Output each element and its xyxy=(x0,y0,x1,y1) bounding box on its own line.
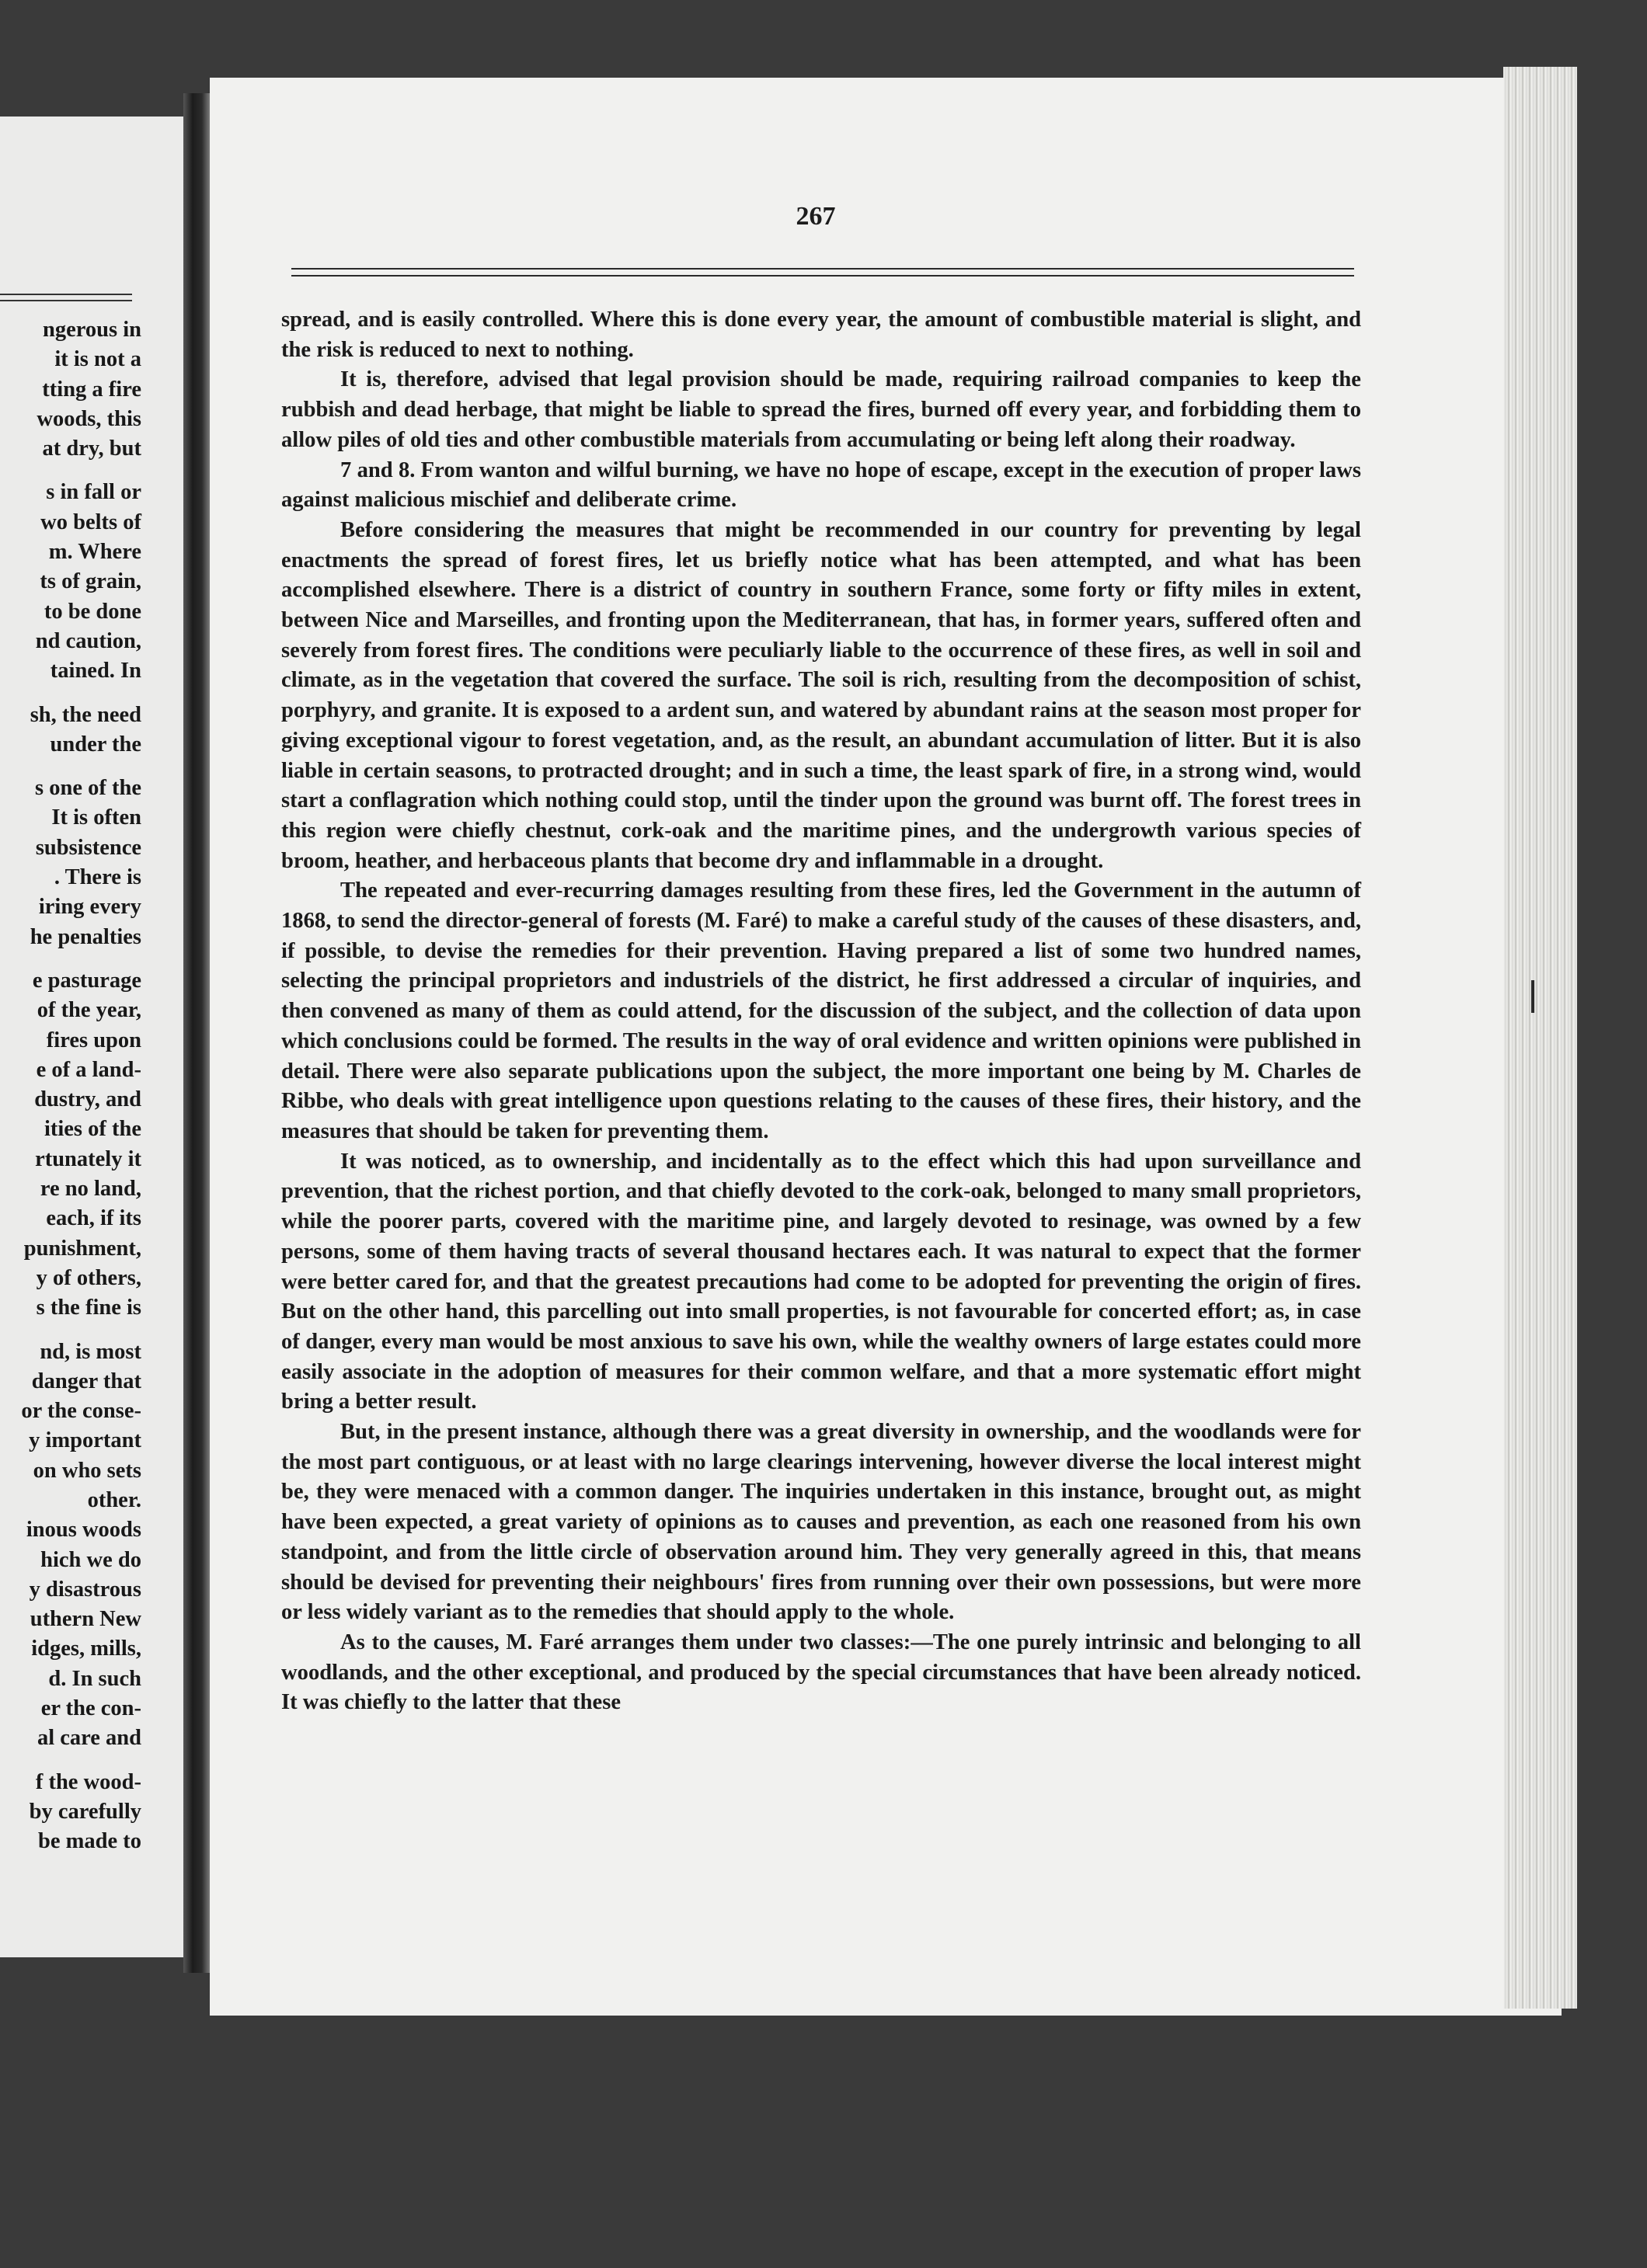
facing-page-line: er the con- xyxy=(40,1696,141,1721)
facing-page-line: it is not a xyxy=(54,347,141,372)
paragraph: It is, therefore, advised that legal provision should be made, requiring railroad companies to keep the rubbish and dead herbage, that might be liable to spread the fires, burned off every year, and forbidding them to allow piles of old ties and other combustible materials from accumulating or being left along their roadway. xyxy=(281,367,1361,452)
facing-page-line: at dry, but xyxy=(42,437,141,461)
facing-page-line: ts of grain, xyxy=(40,569,141,594)
page-edges xyxy=(1503,67,1577,2009)
facing-page-line: punishment, xyxy=(23,1236,141,1261)
facing-page-line: s in fall or xyxy=(46,480,141,505)
facing-page-line: be made to xyxy=(38,1829,141,1854)
facing-page-line: ngerous in xyxy=(43,318,141,342)
facing-page-gap xyxy=(0,1324,141,1337)
body-text xyxy=(281,305,1361,1718)
facing-page-line: each, if its xyxy=(46,1206,141,1231)
facing-page-line: y important xyxy=(29,1428,141,1453)
facing-page-line: hich we do xyxy=(40,1547,141,1572)
facing-page-line: nd caution, xyxy=(35,628,141,653)
book-gutter xyxy=(183,93,210,1973)
facing-page-line: iring every xyxy=(38,895,141,920)
facing-page-gap xyxy=(0,760,141,774)
facing-page xyxy=(0,117,183,1957)
facing-page-line: ities of the xyxy=(44,1117,141,1142)
facing-page-line: he penalties xyxy=(30,924,141,949)
facing-page-gap xyxy=(0,952,141,966)
facing-page-line: . There is xyxy=(54,865,141,890)
facing-page-line: s the fine is xyxy=(36,1296,141,1320)
facing-page-line: f the wood- xyxy=(35,1769,141,1794)
facing-page-line: uthern New xyxy=(30,1607,141,1632)
facing-page-line: or the conse- xyxy=(21,1399,141,1424)
facing-page-line: dustry, and xyxy=(34,1087,141,1112)
header-rule xyxy=(291,268,1354,277)
facing-page-line: m. Where xyxy=(48,540,141,565)
facing-page-line: re no land, xyxy=(40,1177,141,1202)
paragraph: But, in the present instance, although there was a great diversity in ownership, and the woodlands were for the most part contiguous, or at least with no large clearings intervening, however diverse the local interest might be, they were menaced with a common danger. The inquiries undertaken in this instance, brought out, as might have been expected, a great variety of opinions as to causes and prevention, as each one reasoned from his own standpoint, and from the little circle of observation around him. They very generally agreed in this, that means should be devised for preventing their neighbours' fires from running over their own possessions, but were more or less widely variant as to the remedies that should apply to the whole. xyxy=(281,1420,1361,1625)
facing-page-line: to be done xyxy=(44,599,141,624)
paragraph: Before considering the measures that might be recommended in our country for preventing by legal enactments the spread of forest fires, let us briefly notice what has been attempted, and what has been accomplished elsewhere. There is a district of country in southern France, some forty or fifty miles in extent, between Nice and Marseilles, and fronting upon the Mediterranean, that has, in former years, suffered often and severely from forest fires. The conditions were peculiarly liable to the occurrence of these fires, as well in soil and climate, as in the vegetation that covered the surface. The soil is rich, resulting from the decomposition of schist, porphyry, and granite. It is exposed to a ardent sun, and watered by abundant rains at the season most proper for giving exceptional vigour to forest vegetation, and, as the result, an abundant accumulation of litter. But it is also liable in certain seasons, to protracted drought; and in such a time, the least spark of fire, in a strong wind, would start a conflagration which nothing could stop, until the tinder upon the ground was burnt off. The forest trees in this region were chiefly chestnut, cork-oak and the maritime pines, and the undergrowth various species of broom, heather, and herbaceous plants that become dry and inflammable in a drought. xyxy=(281,517,1361,873)
facing-page-gap xyxy=(0,687,141,701)
facing-page-line: wo belts of xyxy=(40,510,141,534)
facing-page-line: s one of the xyxy=(35,776,141,801)
facing-page-line: d. In such xyxy=(48,1666,141,1691)
page-number: 267 xyxy=(796,202,836,231)
facing-page-gap xyxy=(0,1754,141,1768)
facing-page-line: e of a land- xyxy=(36,1057,141,1082)
facing-page-line: rtunately it xyxy=(35,1146,141,1171)
margin-mark xyxy=(1531,980,1534,1013)
facing-page-line: other. xyxy=(87,1487,141,1512)
facing-page-line: e pasturage xyxy=(32,968,141,993)
facing-page-line: fires upon xyxy=(46,1028,141,1052)
facing-page-line: of the year, xyxy=(37,998,141,1023)
facing-page-line: subsistence xyxy=(35,835,141,860)
facing-page-line: tting a fire xyxy=(42,377,141,402)
facing-page-line: by carefully xyxy=(29,1799,141,1824)
facing-page-line: woods, this xyxy=(37,406,141,431)
facing-page-gap xyxy=(0,464,141,478)
facing-page-line: al care and xyxy=(37,1726,141,1751)
paragraph: As to the causes, M. Faré arranges them under two classes:—The one purely intrinsic and belonging to all woodlands, and the other exceptional, and produced by the special circumstances that have been already noticed. It was chiefly to the latter that these xyxy=(281,1630,1361,1715)
facing-page-line: It is often xyxy=(51,805,141,830)
paragraph: The repeated and ever-recurring damages resulting from these fires, led the Government in the autumn of 1868, to send the director-general of forests (M. Faré) to make a careful study of the causes of these disasters, and, if possible, to devise the remedies for their prevention. Having prepared a list of some two hundred names, selecting the principal proprietors and industriels of the district, he first addressed a circular of inquiries, and then convened as many of them as could attend, for the discussion of the subject, and the collection of data upon which conclusions could be formed. The results in the way of oral evidence and written opinions were published in detail. There were also separate publications upon the subject, the more important one being by M. Charles de Ribbe, who deals with great intelligence upon questions relating to the causes of these fires, their history, and the measures that should be taken for preventing them. xyxy=(281,878,1361,1143)
facing-page-line: inous woods xyxy=(26,1518,141,1543)
facing-page-line: idges, mills, xyxy=(31,1637,141,1661)
facing-page-line: nd, is most xyxy=(40,1339,141,1364)
facing-page-text xyxy=(0,315,141,1857)
facing-page-line: danger that xyxy=(31,1369,141,1393)
paragraph: It was noticed, as to ownership, and incidentally as to the effect which this had upon surveillance and prevention, that the richest portion, and that chiefly devoted to the cork-oak, belonged to many small proprietors, while the poorer parts, covered with the maritime pine, and largely devoted to resinage, was owned by a few persons, some of them having tracts of several thousand hectares each. It was natural to expect that the former were better cared for, and that the greatest precautions had come to be adopted for preventing the origin of fires. But on the other hand, this parcelling out into small properties, is not favourable for concerted effort; as, in case of danger, every man would be most anxious to save his own, while the wealthy owners of large estates could more easily associate in the adoption of measures for their common welfare, and that a more systematic effort might bring a better result. xyxy=(281,1149,1361,1414)
facing-page-rule xyxy=(0,294,132,301)
facing-page-line: y of others, xyxy=(36,1265,141,1290)
paragraph: 7 and 8. From wanton and wilful burning, we have no hope of escape, except in the execution of proper laws against malicious mischief and deliberate crime. xyxy=(281,457,1361,513)
facing-page-line: under the xyxy=(50,732,141,757)
paragraph: spread, and is easily controlled. Where this is done every year, the amount of combustible material is slight, and the risk is reduced to next to nothing. xyxy=(281,308,1361,362)
facing-page-line: sh, the need xyxy=(30,702,141,727)
facing-page-line: y disastrous xyxy=(29,1577,141,1602)
facing-page-line: tained. In xyxy=(50,659,141,684)
facing-page-line: on who sets xyxy=(33,1458,141,1483)
